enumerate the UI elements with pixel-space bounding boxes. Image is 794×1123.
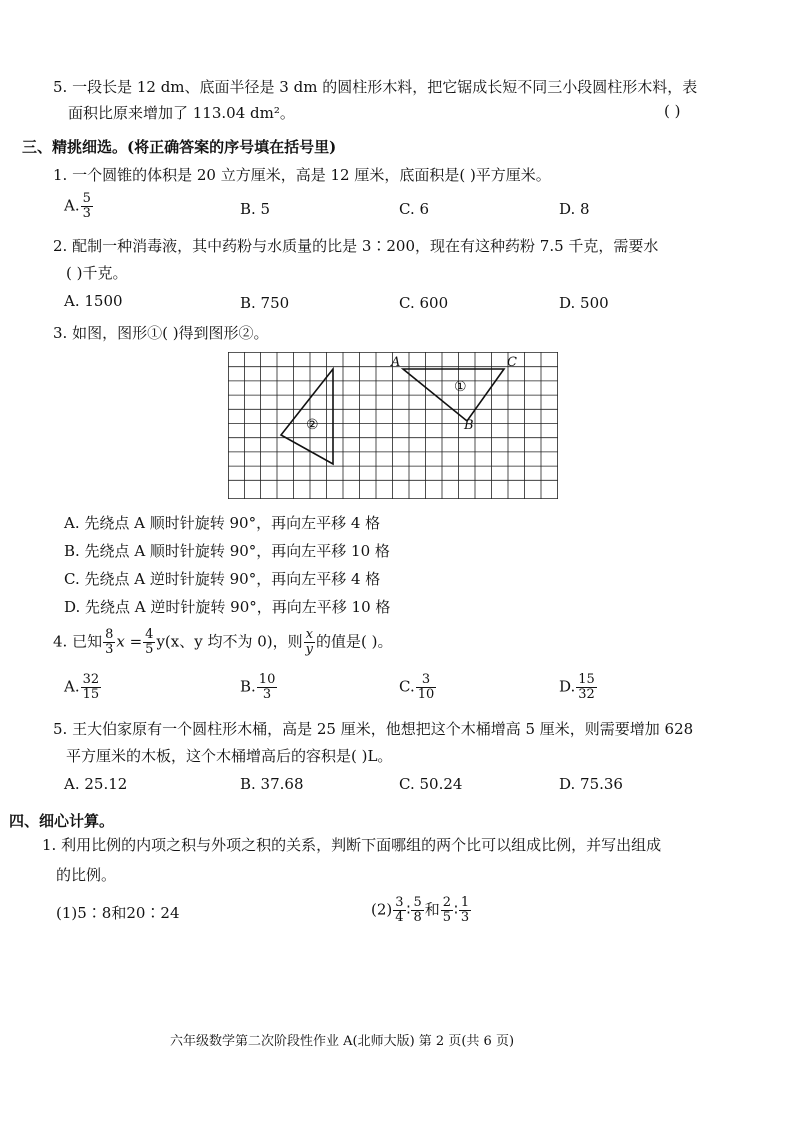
fraction-numerator: 5 — [82, 191, 91, 206]
option-fraction — [257, 673, 278, 702]
part2-fraction-4 — [459, 896, 471, 925]
fraction-denominator: 3 — [105, 642, 114, 657]
s3-q3-option-a: A. 先绕点 A 顺时针旋转 90°，再向左平移 4 格 — [64, 514, 381, 532]
grid-lines — [228, 352, 558, 499]
shape-1-label: ① — [454, 379, 467, 395]
s3-q2-option-b: B. 750 — [240, 294, 290, 312]
s4-q1-line2: 的比例。 — [56, 866, 117, 884]
part2-fraction-3 — [441, 896, 453, 925]
option-prefix: A. — [64, 677, 80, 696]
s3-q4-fraction-2 — [143, 628, 155, 657]
fraction-denominator: 10 — [417, 687, 435, 702]
part2-prefix: (2) — [371, 900, 393, 919]
s3-q4-mid-1: x = — [116, 632, 143, 651]
s3-q5-option-b: B. 37.68 — [240, 775, 304, 793]
option-prefix: D. — [559, 677, 576, 696]
fraction-denominator: 32 — [578, 687, 595, 702]
s3-q5-line2: 平方厘米的木板，这个木桶增高后的容积是( )L。 — [66, 747, 393, 765]
s4-q1-line1: 1. 利用比例的内项之积与外项之积的关系，判断下面哪组的两个比可以组成比例，并写出组成 — [42, 836, 662, 854]
part2-fraction-2 — [411, 896, 423, 925]
ratio-colon: ∶ — [454, 900, 458, 919]
s3-q1-option-a-fraction — [81, 192, 93, 221]
s3-q5-line1: 5. 王大伯家原有一个圆柱形木桶，高是 25 厘米，他想把这个木桶增高 5 厘米，则需要增加 628 — [53, 720, 694, 738]
s4-q1-part1: (1)5∶8和20∶24 — [56, 904, 180, 922]
s3-q4-option-c — [399, 673, 437, 702]
s3-q1-option-b: B. 5 — [240, 200, 271, 218]
s3-q4-option-d — [559, 673, 598, 702]
fraction-denominator: 3 — [460, 910, 470, 925]
s3-q5-option-c: C. 50.24 — [399, 775, 463, 793]
s3-q3-option-d: D. 先绕点 A 逆时针旋转 90°，再向左平移 10 格 — [64, 598, 391, 616]
part2-fraction-1 — [393, 896, 405, 925]
s4-q1-part2 — [371, 896, 472, 925]
fraction-numerator: 1 — [460, 895, 470, 910]
s3-q2-option-c: C. 600 — [399, 294, 449, 312]
fraction-numerator: 2 — [442, 895, 452, 910]
s3-q4-mid-2: y(x、y 均不为 0)，则 — [156, 632, 303, 651]
s3-q3-option-c: C. 先绕点 A 逆时针旋转 90°，再向左平移 4 格 — [64, 570, 381, 588]
fraction-denominator: y — [305, 642, 314, 657]
s3-q5-option-a: A. 25.12 — [64, 775, 128, 793]
fraction-numerator: 10 — [258, 672, 276, 687]
s3-q2-option-a: A. 1500 — [64, 292, 123, 310]
s3-q4-suffix: 的值是( )。 — [316, 632, 393, 651]
option-fraction — [576, 673, 597, 702]
fraction-denominator: 4 — [395, 910, 404, 925]
fraction-numerator: 5 — [413, 895, 422, 910]
tf-q5-line1: 5. 一段长是 12 dm、底面半径是 3 dm 的圆柱形木料，把它锯成长短不同三小段圆柱形木料，表 — [53, 78, 698, 96]
page-footer: 六年级数学第二次阶段性作业 A(北师大版) 第 2 页(共 6 页) — [170, 1034, 515, 1049]
grid-svg — [228, 352, 560, 500]
s3-q4-option-a — [64, 673, 102, 702]
fraction-denominator: 3 — [262, 687, 272, 702]
s3-q3-stem: 3. 如图，图形①( )得到图形②。 — [53, 324, 269, 342]
tf-q5-line2: 面积比原来增加了 113.04 dm²。 — [68, 104, 295, 122]
fraction-denominator: 5 — [145, 642, 154, 657]
point-c-label: C — [507, 355, 517, 370]
rotation-grid-figure — [228, 352, 560, 504]
tf-q5-answer-paren: ( ) — [664, 102, 681, 120]
shape-2-label: ② — [306, 417, 319, 433]
and-word: 和 — [424, 900, 440, 919]
s3-q2-line1: 2. 配制一种消毒液，其中药粉与水质量的比是 3∶200，现在有这种药粉 7.5 千克，需要水 — [53, 237, 659, 255]
section3-title: 三、精挑细选。(将正确答案的序号填在括号里) — [22, 138, 337, 156]
point-a-label: A — [391, 355, 401, 370]
s3-q2-line2: ( )千克。 — [66, 264, 128, 282]
option-fraction — [416, 673, 437, 702]
s3-q5-option-d: D. 75.36 — [559, 775, 623, 793]
s3-q3-option-b: B. 先绕点 A 顺时针旋转 90°，再向左平移 10 格 — [64, 542, 390, 560]
fraction-numerator: 4 — [145, 627, 154, 642]
fraction-denominator: 5 — [442, 910, 452, 925]
section4-title: 四、细心计算。 — [9, 812, 115, 830]
fraction-numerator: 15 — [578, 672, 595, 687]
fraction-numerator: 3 — [395, 895, 404, 910]
s3-q4-option-b — [240, 673, 278, 702]
fraction-numerator: x — [304, 628, 315, 643]
fraction-denominator: 8 — [413, 910, 422, 925]
s3-q1-option-c: C. 6 — [399, 200, 430, 218]
s3-q4-prefix: 4. 已知 — [53, 632, 103, 651]
fraction-numerator: 3 — [416, 673, 437, 688]
s3-q4-fraction-1 — [103, 628, 115, 657]
option-prefix: C. — [399, 677, 415, 696]
point-b-label: B — [464, 418, 474, 433]
s3-q1-option-a — [64, 192, 94, 221]
option-fraction — [81, 673, 102, 702]
s3-q1-option-d: D. 8 — [559, 200, 590, 218]
s3-q1-stem: 1. 一个圆锥的体积是 20 立方厘米，高是 12 厘米，底面积是( )平方厘米。 — [53, 166, 551, 184]
option-prefix: B. — [240, 677, 256, 696]
fraction-numerator: 8 — [105, 627, 114, 642]
s3-q4-stem — [53, 628, 393, 657]
s3-q4-fraction-3 — [304, 628, 315, 657]
fraction-denominator: 3 — [82, 206, 91, 221]
fraction-denominator: 15 — [82, 687, 100, 702]
ratio-colon: ∶ — [406, 900, 411, 919]
fraction-numerator: 32 — [82, 672, 100, 687]
s3-q2-option-d: D. 500 — [559, 294, 609, 312]
s3-q1-option-a-prefix: A. — [64, 196, 80, 215]
